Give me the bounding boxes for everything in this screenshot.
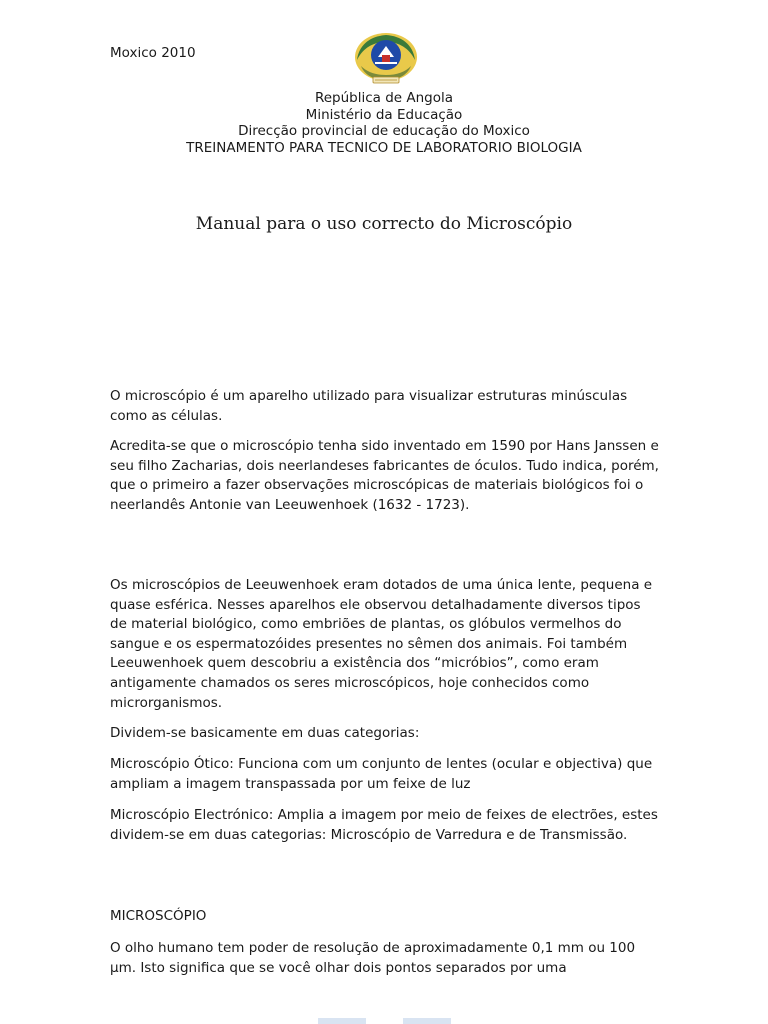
angola-coat-of-arms-icon bbox=[351, 30, 421, 86]
paragraph-resolution: O olho humano tem poder de resolução de aproximadamente 0,1 mm ou 100 µm. Isto significa que se você olhar dois pontos separados por uma bbox=[110, 940, 636, 976]
republic-line: República de Angola bbox=[314, 90, 454, 106]
paragraph-history: Acredita-se que o microscópio tenha sido inventado em 1590 por Hans Janssen e seu filho Zacharias, dois neerlandeses fabricantes de óculos. Tudo indica, porém, que o primeiro a fazer observações microscópicas de materiais biológicos foi o neerlandês Antonie van Leeuwenhoek (1632 - 1723). bbox=[110, 438, 659, 513]
section-heading-microscopio: MICROSCÓPIO bbox=[110, 908, 207, 924]
paragraph-intro: O microscópio é um aparelho utilizado para visualizar estruturas minúsculas como as células. bbox=[110, 388, 628, 424]
training-line: TREINAMENTO PARA TECNICO DE LABORATORIO BIOLOGIA bbox=[186, 139, 582, 156]
page-footer-decoration bbox=[318, 1018, 366, 1024]
institution-header bbox=[100, 90, 668, 156]
paragraph-electron-microscope: Microscópio Electrónico: Amplia a imagem por meio de feixes de electrões, estes dividem-se em duas categorias: Microscópio de Varredura e de Transmissão. bbox=[110, 807, 658, 843]
paragraph-leeuwenhoek: Os microscópios de Leeuwenhoek eram dotados de uma única lente, pequena e quase esférica. Nesses aparelhos ele observou detalhadamente diversos tipos de material biológico, como embriões de plantas, os glóbulos vermelhos do sangue e os espermatozóides presentes no sêmen dos animais. Foi também Leeuwenhoek quem descobriu a existência dos “micróbios”, como eram antigamente chamados os seres microscópicos, hoje conhecidos como microrganismos. bbox=[110, 577, 653, 711]
document-title: Manual para o uso correcto do Microscópio bbox=[195, 214, 573, 234]
page-footer-decoration bbox=[403, 1018, 451, 1024]
directorate-line: Direcção provincial de educação do Moxico bbox=[238, 123, 530, 139]
paragraph-categories: Dividem-se basicamente em duas categorias: bbox=[110, 725, 420, 741]
ministry-line: Ministério da Educação bbox=[305, 106, 463, 123]
paragraph-optical-microscope: Microscópio Ótico: Funciona com um conjunto de lentes (ocular e objectiva) que ampliam a imagem transpassada por um feixe de luz bbox=[110, 756, 653, 792]
place-year-text: Moxico 2010 bbox=[110, 45, 196, 61]
